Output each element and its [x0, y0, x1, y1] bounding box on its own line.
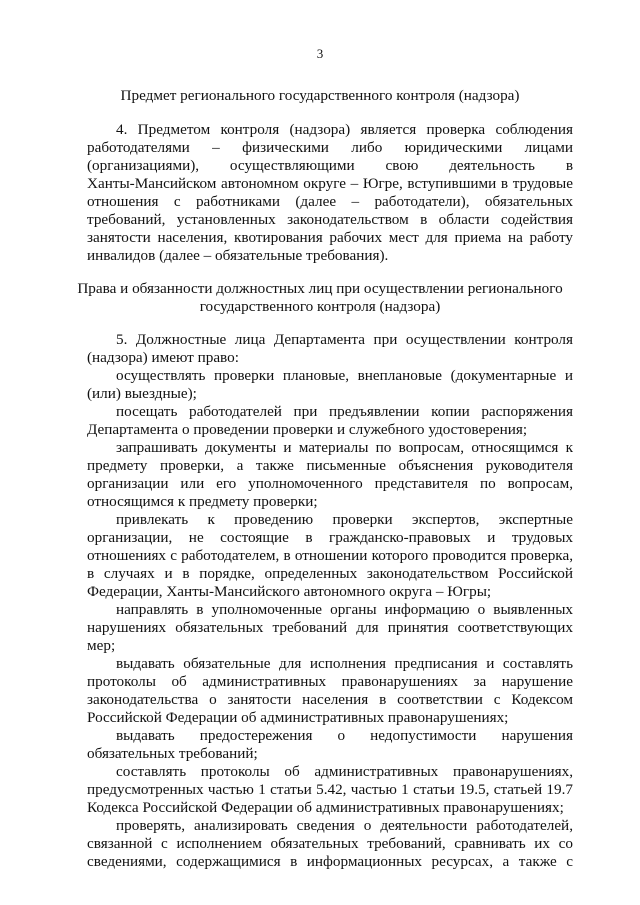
- paragraph-line: требований, установленных законодательством в области содействия: [87, 211, 573, 228]
- paragraph-line: обязательных требований;: [87, 745, 258, 762]
- paragraph-line: организации или его уполномоченного представителя по вопросам,: [87, 475, 573, 492]
- paragraph-line: осуществлять проверки плановые, внеплановые (документарные и: [116, 367, 573, 384]
- paragraph-line: 4. Предметом контроля (надзора) является проверка соблюдения: [116, 121, 573, 138]
- paragraph-line: 5. Должностные лица Департамента при осуществлении контроля: [116, 331, 573, 348]
- paragraph-line: законодательства о занятости населения в соответствии с Кодексом: [87, 691, 573, 708]
- paragraph-line: организации, не состоящие в гражданско-правовых и трудовых: [87, 529, 573, 546]
- paragraph-line: составлять протоколы об административных правонарушениях,: [116, 763, 573, 780]
- paragraph-line: Кодекса Российской Федерации об административных правонарушениях;: [87, 799, 564, 816]
- paragraph-line: привлекать к проведению проверки экспертов, экспертные: [116, 511, 573, 528]
- paragraph-line: сведениями, содержащимися в информационных ресурсах, а также с: [87, 853, 573, 870]
- paragraph-line: (организациями), осуществляющими свою деятельность в: [87, 157, 573, 174]
- section-heading-rights: Права и обязанности должностных лиц при осуществлении регионального: [77, 280, 563, 297]
- section-heading-subject: Предмет регионального государственного контроля (надзора): [120, 87, 520, 104]
- paragraph-line: предусмотренных частью 1 статьи 5.42, частью 1 статьи 19.5, статьей 19.7: [87, 781, 573, 798]
- page-number: 3: [316, 46, 324, 61]
- paragraph-line: запрашивать документы и материалы по вопросам, относящимся к: [116, 439, 573, 456]
- paragraph-line: занятости населения, квотирования рабочих мест для приема на работу: [87, 229, 573, 246]
- paragraph-line: Ханты-Мансийском автономном округе – Югре, вступившими в трудовые: [87, 175, 573, 192]
- paragraph-line: нарушениях обязательных требований для принятия соответствующих: [87, 619, 573, 636]
- paragraph-line: предмету проверки, а также письменные объяснения руководителя: [87, 457, 573, 474]
- paragraph-line: проверять, анализировать сведения о деятельности работодателей,: [116, 817, 573, 834]
- paragraph-line: отношения с работниками (далее – работодатели), обязательных: [87, 193, 573, 210]
- paragraph-line: (надзора) имеют право:: [87, 349, 239, 366]
- paragraph-line: в случаях и в порядке, определенных законодательством Российской: [87, 565, 573, 582]
- paragraph-line: связанной с исполнением обязательных требований, сравнивать их со: [87, 835, 573, 852]
- paragraph-line: посещать работодателей при предъявлении копии распоряжения: [116, 403, 573, 420]
- paragraph-line: инвалидов (далее – обязательные требования).: [87, 247, 389, 264]
- paragraph-line: отношениях с работодателем, в отношении которого проводится проверка,: [87, 547, 573, 564]
- paragraph-line: работодателями – физическими либо юридическими лицами: [87, 139, 573, 156]
- paragraph-line: направлять в уполномоченные органы информацию о выявленных: [116, 601, 573, 618]
- paragraph-line: мер;: [87, 637, 116, 654]
- paragraph-line: выдавать предостережения о недопустимости нарушения: [116, 727, 573, 744]
- paragraph-line: Департамента о проведении проверки и служебного удостоверения;: [87, 421, 528, 438]
- paragraph-line: Федерации, Ханты-Мансийского автономного округа – Югры;: [87, 583, 492, 600]
- paragraph-line: выдавать обязательные для исполнения предписания и составлять: [116, 655, 573, 672]
- paragraph-line: относящимся к предмету проверки;: [87, 493, 318, 510]
- paragraph-line: Российской Федерации об административных правонарушениях;: [87, 709, 509, 726]
- paragraph-line: (или) выездные);: [87, 385, 197, 402]
- section-heading-rights: государственного контроля (надзора): [199, 298, 441, 315]
- paragraph-line: протоколы об административных правонарушениях за нарушение: [87, 673, 573, 690]
